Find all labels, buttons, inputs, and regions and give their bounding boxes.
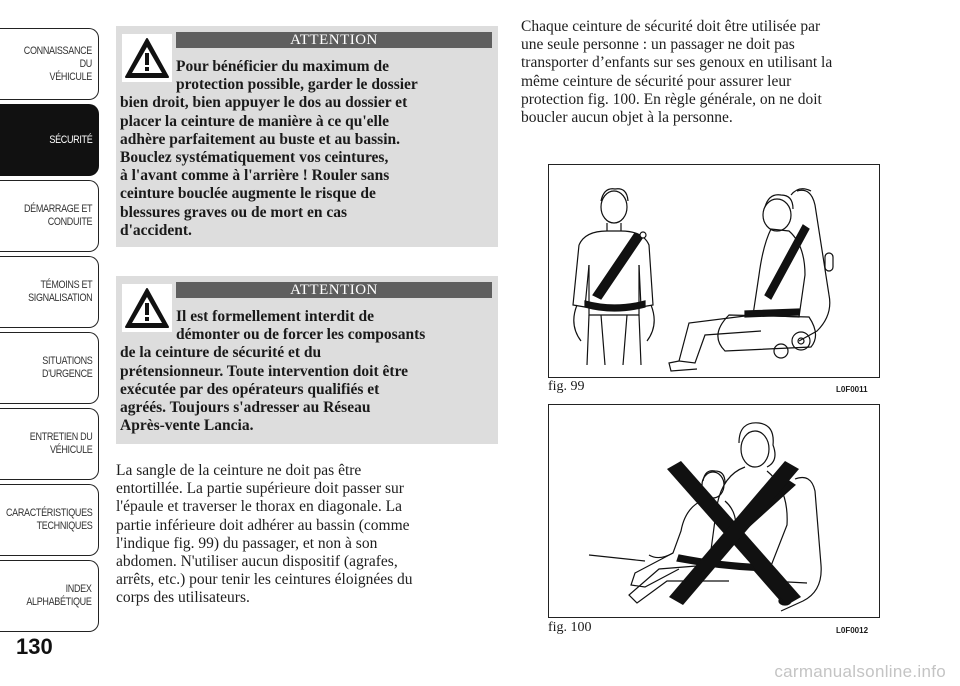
tab-connaissance-du-vehicule[interactable]: CONNAISSANCE DU VÉHICULE: [0, 28, 99, 100]
warning-triangle-icon: [122, 34, 172, 82]
warning-box-2: [116, 276, 498, 444]
left-paragraph: La sangle de la ceinture ne doit pas être entortillée. La partie supérieure doit passer sur l'épaule et traverser le thorax en diagonale. La partie inférieure doit adhérer au bassin (comme l'indique fig. 99) du passager, et non à son abdomen. N'utiliser aucun dispositif (agrafes, arrêts, etc.) pour tenir les ceintures éloignées du corps des utilisateurs.: [116, 462, 413, 607]
warning-heading: ATTENTION: [176, 282, 492, 298]
warning-triangle-icon: [122, 284, 172, 332]
tab-temoins-et-signalisation[interactable]: TÉMOINS ET SIGNALISATION: [0, 256, 99, 328]
figure-99-seatbelt-illustration: [548, 164, 880, 378]
warning-text-1: Pour bénéficier du maximum de protection possible, garder le dossier bien droit, bien appuyer le dos au dossier et placer la ceinture de manière à ce qu'elle adhère parfaitement au buste et au bassin. Bouclez systématiquement vos ceintures, à l'avant comme à l'arrière ! Rouler sans ceinture bouclée augmente le risque de blessures graves ou de mort en cas d'accident.: [120, 58, 418, 239]
tab-securite[interactable]: SÉCURITÉ: [0, 104, 99, 176]
tab-caracteristiques-techniques[interactable]: CARACTÉRISTIQUES TECHNIQUES: [0, 484, 99, 556]
tab-entretien-du-vehicule[interactable]: ENTRETIEN DU VÉHICULE: [0, 408, 99, 480]
tab-demarrage-et-conduite[interactable]: DÉMARRAGE ET CONDUITE: [0, 180, 99, 252]
warning-box-1: [116, 26, 498, 247]
tab-situations-d-urgence[interactable]: SITUATIONS D'URGENCE: [0, 332, 99, 404]
tab-index-alphabetique[interactable]: INDEX ALPHABÉTIQUE: [0, 560, 99, 632]
figure-100-caption: fig. 100: [548, 620, 592, 635]
watermark: carmanualsonline.info: [774, 662, 946, 681]
figure-100-child-on-lap-illustration: [548, 404, 880, 618]
warning-heading: ATTENTION: [176, 32, 492, 48]
page-number: 130: [16, 634, 53, 659]
warning-text-2: Il est formellement interdit de démonter ou de forcer les composants de la ceinture de sécurité et du prétensionneur. Toute intervention doit être exécutée par des opérateurs qualifiés et agréés. Toujours s'adresser au Réseau Après-vente Lancia.: [120, 308, 426, 435]
figure-99-code: L0F0011: [836, 385, 868, 394]
figure-100-code: L0F0012: [836, 626, 869, 635]
figure-99-caption: fig. 99: [548, 379, 585, 394]
right-paragraph: Chaque ceinture de sécurité doit être utilisée par une seule personne : un passager ne doit pas transporter d’enfants sur ses genoux en utilisant la même ceinture de sécurité pour assurer leur protection fig. 100. En règle générale, on ne doit boucler aucun objet à la personne.: [521, 18, 833, 127]
